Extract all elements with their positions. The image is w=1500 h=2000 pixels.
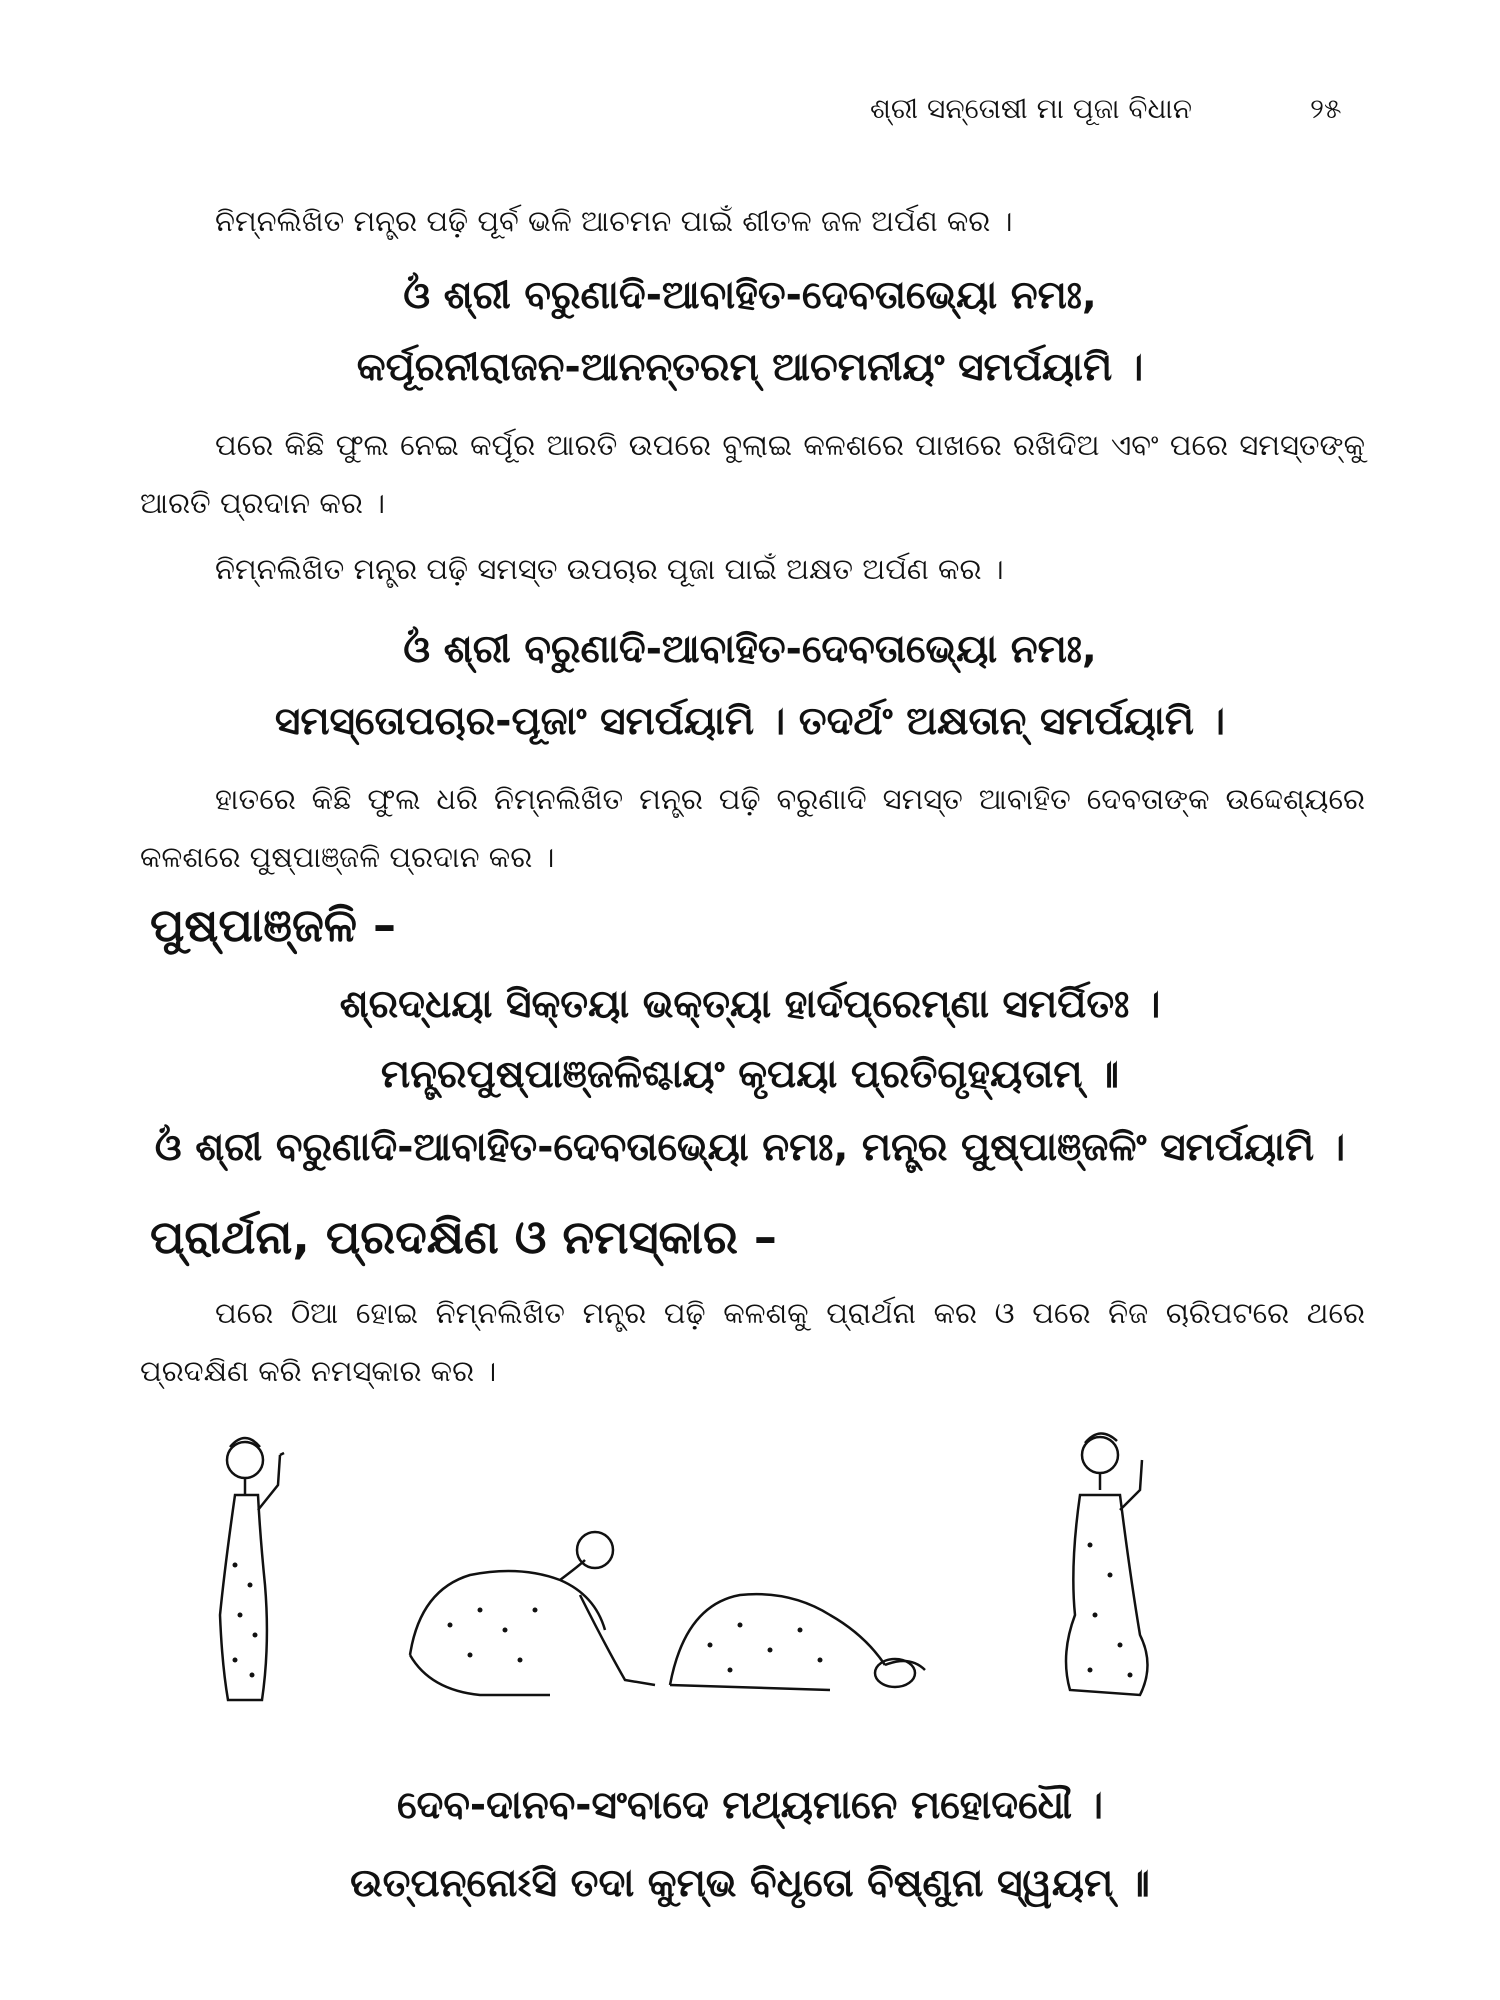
mantra-2-line-1: ଓଁ ଶ୍ରୀ ବରୁଣାଦି-ଆବାହିତ-ଦେବତାଭ୍ୟୋ ନମଃ,: [403, 627, 1097, 672]
instruction-acamana: ନିମ୍ନଲିଖିତ ମନ୍ତ୍ର ପଢ଼ି ପୂର୍ବ ଭଳି ଆଚମନ ପାଇଁ ଶୀତଳ ଜଳ ଅର୍ପଣ କର ।: [215, 204, 1013, 238]
prostrating-figure: [670, 1594, 925, 1690]
closing-verse-line-1: ଦେବ-ଦାନବ-ସଂବାଦେ ମଥ୍ୟମାନେ ମହୋଦଧୌ ।: [396, 1783, 1104, 1828]
mantra-1-line-1: ଓଁ ଶ୍ରୀ ବରୁଣାଦି-ଆବାହିତ-ଦେବତାଭ୍ୟୋ ନମଃ,: [403, 273, 1097, 318]
kneeling-prayer-figure: [1066, 1433, 1148, 1695]
instruction-arati: ପରେ କିଛି ଫୁଲ ନେଇ କର୍ପୂର ଆରତି ଉପରେ ବୁଲାଇ କଳଶରେ ପାଖରେ ରଖିଦିଅ ଏବଂ ପରେ ସମସ୍ତଙ୍କୁ ଆରତି ପ୍ରଦାନ କର ।: [140, 428, 1365, 520]
mantra-3-line-3: ଓଁ ଶ୍ରୀ ବରୁଣାଦି-ଆବାହିତ-ଦେବତାଭ୍ୟୋ ନମଃ, ମନ୍ତ୍ର ପୁଷ୍ପାଞ୍ଜଳିଂ ସମର୍ପୟାମି ।: [154, 1125, 1346, 1170]
closing-verse-line-2: ଉତ୍ପନ୍ନୋଽସି ତଦା କୁମ୍ଭ ବିଧୃତୋ ବିଷ୍ଣୁନା ସ୍ୱୟମ୍ ॥: [350, 1861, 1150, 1906]
instruction-pradakshina: ପରେ ଠିଆ ହୋଇ ନିମ୍ନଲିଖିତ ମନ୍ତ୍ର ପଢ଼ି କଳଶକୁ ପ୍ରାର୍ଥନା କର ଓ ପରେ ନିଜ ଚାରିପଟରେ ଥରେ ପ୍ରଦକ୍ଷିଣ କରି ନମସ୍କାର କର ।: [140, 1296, 1365, 1388]
mantra-1-line-2: କର୍ପୂରନୀରାଜନ-ଆନନ୍ତରମ୍ ଆଚମନୀୟଂ ସମର୍ପୟାମି ।: [356, 345, 1144, 390]
heading-pushpanjali: ପୁଷ୍ପାଞ୍ଜଳି –: [150, 898, 396, 952]
running-header: ଶ୍ରୀ ସନ୍ତୋଷୀ ମା ପୂଜା ବିଧାନ: [870, 92, 1193, 125]
instruction-pushpanjali: ହାତରେ କିଛି ଫୁଲ ଧରି ନିମ୍ନଲିଖିତ ମନ୍ତ୍ର ପଢ଼ି ବରୁଣାଦି ସମସ୍ତ ଆବାହିତ ଦେବତାଙ୍କ ଉଦ୍ଦେଶ୍ୟରେ କଳଶରେ ପୁଷ୍ପାଞ୍ଜଳି ପ୍ରଦାନ କର ।: [140, 782, 1365, 874]
standing-prayer-figure: [220, 1438, 284, 1700]
heading-prarthana: ପ୍ରାର୍ଥନା, ପ୍ରଦକ୍ଷିଣ ଓ ନମସ୍କାର –: [150, 1210, 777, 1264]
mantra-3-line-2: ମନ୍ତ୍ରପୁଷ୍ପାଞ୍ଜଳିଶ୍ଚାୟଂ କୃପୟା ପ୍ରତିଗୃହ୍ୟତାମ୍ ॥: [380, 1052, 1120, 1097]
prayer-postures-illustration: [200, 1415, 1280, 1705]
bowing-figure: [410, 1532, 655, 1695]
page-number: ୨୫: [1310, 92, 1342, 125]
mantra-2-line-2: ସମସ୍ତୋପଚାର-ପୂଜାଂ ସମର୍ପୟାମି । ତଦର୍ଥଂ ଅକ୍ଷତାନ୍ ସମର୍ପୟାମି ।: [274, 699, 1226, 744]
instruction-akshata: ନିମ୍ନଲିଖିତ ମନ୍ତ୍ର ପଢ଼ି ସମସ୍ତ ଉପଚାର ପୂଜା ପାଇଁ ଅକ୍ଷତ ଅର୍ପଣ କର ।: [215, 552, 1004, 586]
mantra-3-line-1: ଶ୍ରଦ୍ଧୟା ସିକ୍ତୟା ଭକ୍ତ୍ୟା ହାର୍ଦପ୍ରେମ୍ଣା ସମର୍ପିତଃ ।: [339, 982, 1161, 1027]
